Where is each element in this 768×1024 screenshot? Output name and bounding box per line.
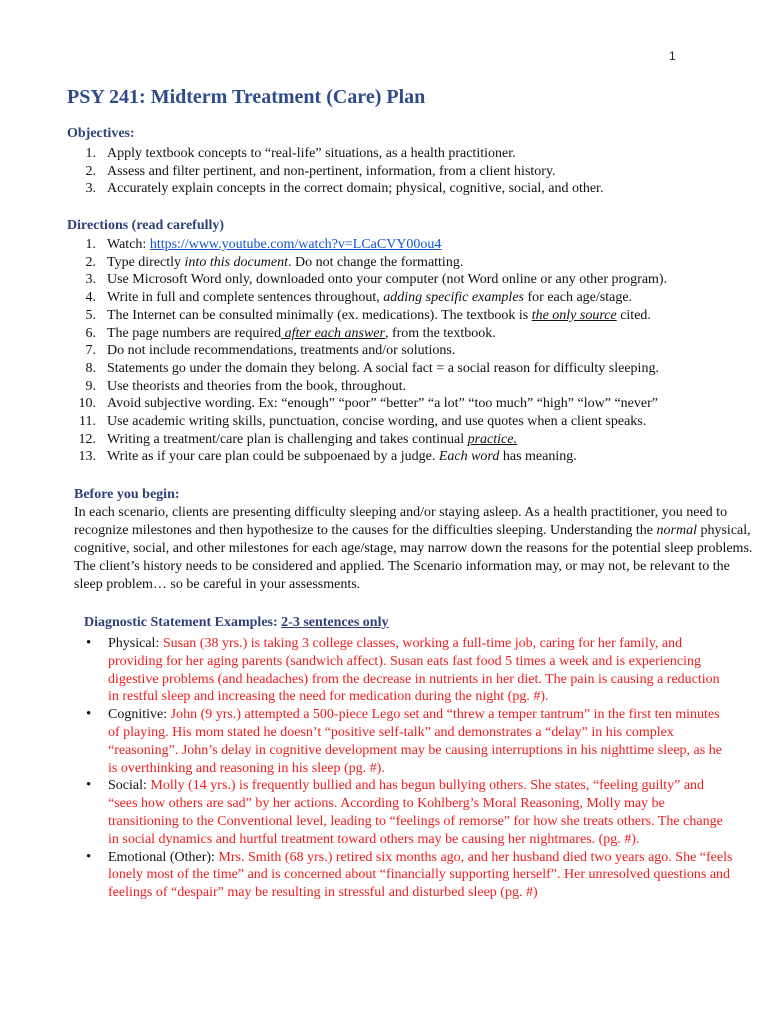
list-item: 7. Do not include recommendations, treatments and/or solutions. <box>85 343 456 359</box>
list-item: 12. Writing a treatment/care plan is challenging and takes continual practice. <box>78 431 517 447</box>
list-item: 8. Statements go under the domain they belong. A social fact = a social reason for difficulty sleeping. <box>85 360 659 376</box>
bullet-icon: • <box>86 777 92 794</box>
list-item: 10. Avoid subjective wording. Ex: “enough” “poor” “better” “a lot” “too much” “high” “low” “never” <box>78 396 658 412</box>
diagnostic-examples-list <box>84 635 734 902</box>
list-item: 5. The Internet can be consulted minimally (ex. medications). The textbook is the only source cited. <box>85 307 651 323</box>
youtube-link[interactable]: https://www.youtube.com/watch?v=LCaCVY00ou4 <box>149 237 442 252</box>
list-item: 6. The page numbers are required after each answer, from the textbook. <box>85 325 496 341</box>
page-title: PSY 241: Midterm Treatment (Care) Plan <box>67 86 426 108</box>
list-item: • Emotional (Other): Mrs. Smith (68 yrs.) retired six months ago, and her husband died two years ago. She “feels lonely most of the time” and is concerned about “financially supporting herself”. Her unresolved questions and feelings of “despair” may be resulting in stressful and disturbed sleep (pg. #) <box>86 848 733 901</box>
diagnostic-heading: Diagnostic Statement Examples: 2-3 sentences only <box>84 615 389 630</box>
list-item: 3. Accurately explain concepts in the correct domain; physical, cognitive, social, and other. <box>85 181 604 197</box>
list-item: 9. Use theorists and theories from the book, throughout. <box>85 378 407 394</box>
directions-heading: Directions (read carefully) <box>67 218 225 233</box>
list-item: 1. Watch: https://www.youtube.com/watch?v=LCaCVY00ou4 <box>85 237 442 252</box>
before-heading: Before you begin: <box>74 487 180 502</box>
list-item: 13. Write as if your care plan could be subpoenaed by a judge. Each word has meaning. <box>78 449 577 465</box>
list-item: • Social: Molly (14 yrs.) is frequently bullied and has begun bullying others. She states, “feeling guilty” and “sees how others are sad” by her actions. According to Kohlberg’s Moral Reasoning, Molly may be transitioning to the Conventional level, leading to “feelings of remorse” for how she treats others. The change in social dynamics and hurtful treatment toward others may be causing her nightmares. (pg. #). <box>86 777 723 847</box>
directions-list <box>72 236 752 466</box>
objectives-heading: Objectives: <box>67 126 135 141</box>
bullet-icon: • <box>86 706 92 723</box>
list-item: 2. Type directly into this document. Do not change the formatting. <box>85 254 464 270</box>
before-paragraph: In each scenario, clients are presenting difficulty sleeping and/or staying asleep. As a health practitioner, you need to recognize milestones and then hypothesize to the causes for the difficulties sleeping. Understanding the normal physical, cognitive, social, and other milestones for each age/stage, may narrow down the reasons for the potential sleep problems. The client’s history needs to be considered and applied. The Scenario information may, or may not, be relevant to the sleep problem… so be careful in your assessments. <box>74 505 753 592</box>
page-number: 1 <box>669 49 676 63</box>
list-item: 3. Use Microsoft Word only, downloaded onto your computer (not Word online or any other program). <box>85 272 668 288</box>
list-item: • Physical: Susan (38 yrs.) is taking 3 college classes, working a full-time job, caring for her family, and providing for her aging parents (sandwich affect). Susan eats fast food 5 times a week and is experiencing digestive problems (and headaches) from the decrease in nutrients in her diet. The pain is causing a reduction in restful sleep and increasing the need for medication during the night (pg. #). <box>86 635 720 705</box>
bullet-icon: • <box>86 635 92 651</box>
list-item: 1. Apply textbook concepts to “real-life” situations, as a health practitioner. <box>85 146 516 161</box>
list-item: 11. Use academic writing skills, punctuation, concise wording, and use quotes when a client speaks. <box>79 414 647 430</box>
list-item: • Cognitive: John (9 yrs.) attempted a 500-piece Lego set and “threw a temper tantrum” in the first ten minutes of playing. His mom stated he doesn’t “positive self-talk” and demonstrates a “delay” in his complex “reasoning”. John’s delay in cognitive development may be causing interruptions in his nighttime sleep, as he is overthinking and reasoning in his sleep (pg. #). <box>86 706 722 776</box>
objectives-list <box>72 145 752 198</box>
list-item: 4. Write in full and complete sentences throughout, adding specific examples for each age/stage. <box>85 290 633 306</box>
bullet-icon: • <box>86 848 92 865</box>
list-item: 2. Assess and filter pertinent, and non-pertinent, information, from a client history. <box>85 163 556 179</box>
